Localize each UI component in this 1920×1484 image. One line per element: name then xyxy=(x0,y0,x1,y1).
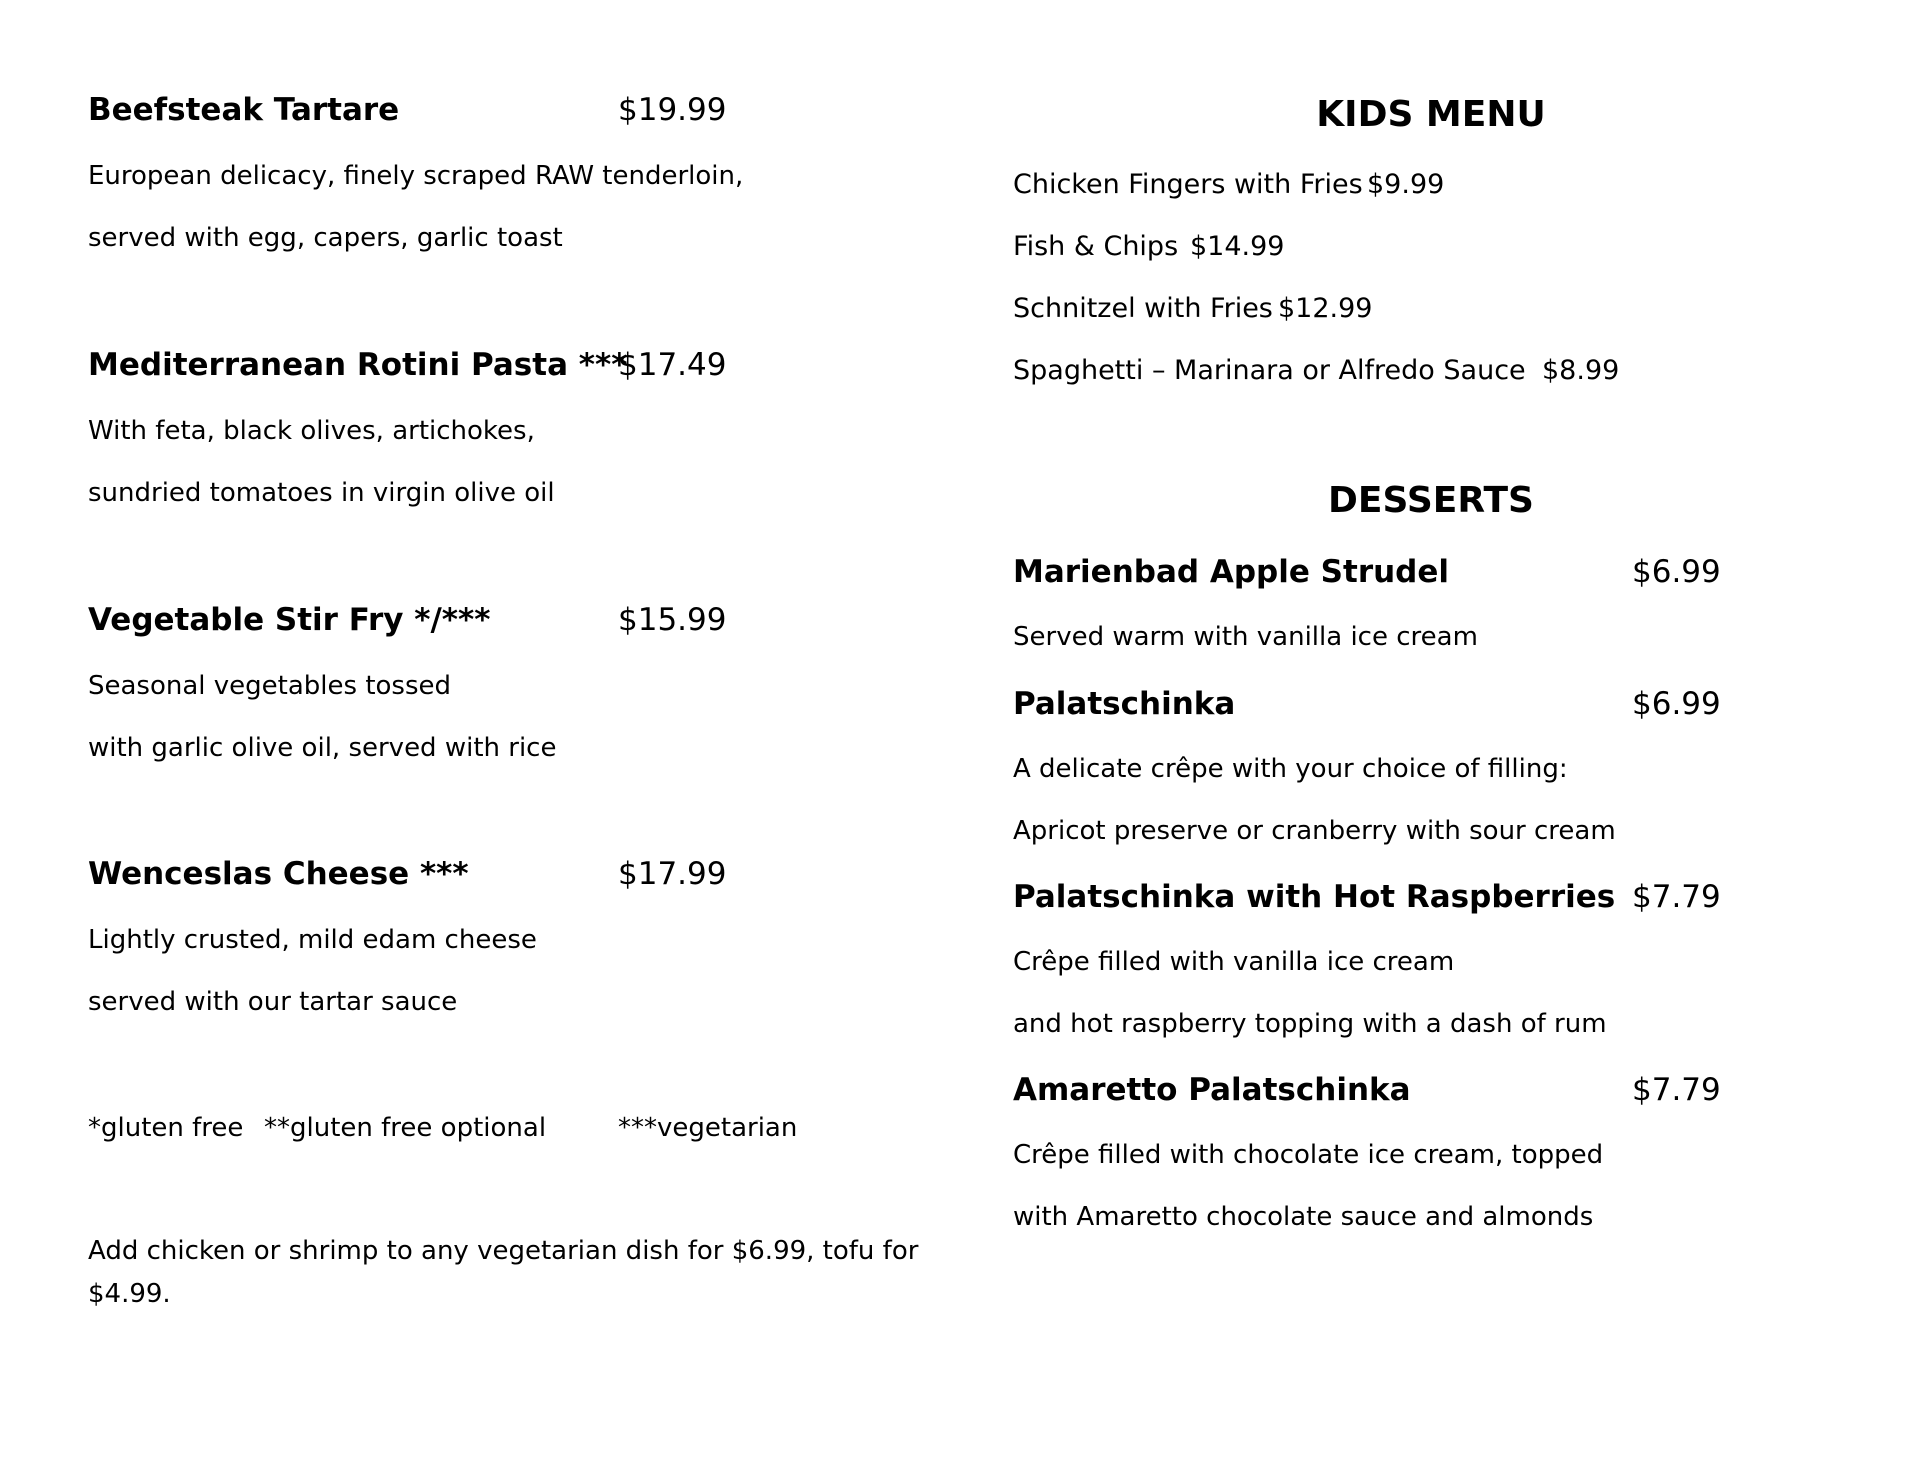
menu-item-price: $17.49 xyxy=(618,347,727,383)
dessert-item-desc: with Amaretto chocolate sauce and almonds xyxy=(1013,1202,1594,1232)
legend-vegetarian: ***vegetarian xyxy=(618,1113,798,1143)
dessert-item-name: Marienbad Apple Strudel xyxy=(1013,554,1450,590)
dessert-item-desc: Crêpe filled with vanilla ice cream xyxy=(1013,947,1455,977)
kids-item-name: Schnitzel with Fries xyxy=(1013,293,1273,324)
kids-item-name: Fish & Chips xyxy=(1013,231,1179,262)
kids-item-price: $8.99 xyxy=(1542,355,1620,386)
dessert-item-price: $7.79 xyxy=(1632,879,1721,915)
addon-note-line: Add chicken or shrimp to any vegetarian dish for $6.99, tofu for xyxy=(88,1236,919,1266)
menu-item-price: $15.99 xyxy=(618,602,727,638)
menu-item-desc: served with our tartar sauce xyxy=(88,987,458,1017)
menu-item-name: Wenceslas Cheese *** xyxy=(88,856,469,892)
menu-item-desc: sundried tomatoes in virgin olive oil xyxy=(88,478,555,508)
dessert-item-price: $6.99 xyxy=(1632,554,1721,590)
kids-item-name: Spaghetti – Marinara or Alfredo Sauce xyxy=(1013,355,1526,386)
kids-item-price: $14.99 xyxy=(1190,231,1285,262)
kids-item-price: $12.99 xyxy=(1278,293,1373,324)
dessert-item-name: Amaretto Palatschinka xyxy=(1013,1072,1411,1108)
menu-item-price: $19.99 xyxy=(618,92,727,128)
menu-item-desc: With feta, black olives, artichokes, xyxy=(88,416,535,446)
menu-item-desc: served with egg, capers, garlic toast xyxy=(88,223,563,253)
menu-item-price: $17.99 xyxy=(618,856,727,892)
dessert-item-name: Palatschinka with Hot Raspberries xyxy=(1013,879,1616,915)
menu-item-name: Mediterranean Rotini Pasta *** xyxy=(88,347,628,383)
kids-item-name: Chicken Fingers with Fries xyxy=(1013,169,1363,200)
dessert-item-desc: Crêpe filled with chocolate ice cream, topped xyxy=(1013,1140,1604,1170)
menu-item-desc: European delicacy, finely scraped RAW tenderloin, xyxy=(88,161,744,191)
kids-item-price: $9.99 xyxy=(1367,169,1445,200)
menu-item-desc: Lightly crusted, mild edam cheese xyxy=(88,925,537,955)
legend-gluten-free: *gluten free xyxy=(88,1113,244,1143)
addon-note-line: $4.99. xyxy=(88,1279,171,1309)
dessert-item-desc: Apricot preserve or cranberry with sour cream xyxy=(1013,816,1616,846)
dessert-item-price: $7.79 xyxy=(1632,1072,1721,1108)
menu-item-desc: Seasonal vegetables tossed xyxy=(88,671,452,701)
dessert-item-desc: A delicate crêpe with your choice of filling: xyxy=(1013,754,1568,784)
legend-gluten-free-optional: **gluten free optional xyxy=(264,1113,547,1143)
desserts-heading: DESSERTS xyxy=(1328,480,1534,521)
kids-menu-heading: KIDS MENU xyxy=(1316,94,1546,135)
dessert-item-name: Palatschinka xyxy=(1013,686,1236,722)
dessert-item-desc: and hot raspberry topping with a dash of rum xyxy=(1013,1009,1607,1039)
dessert-item-desc: Served warm with vanilla ice cream xyxy=(1013,622,1478,652)
dessert-item-price: $6.99 xyxy=(1632,686,1721,722)
menu-item-name: Beefsteak Tartare xyxy=(88,92,400,128)
menu-item-desc: with garlic olive oil, served with rice xyxy=(88,733,557,763)
menu-item-name: Vegetable Stir Fry */*** xyxy=(88,602,491,638)
